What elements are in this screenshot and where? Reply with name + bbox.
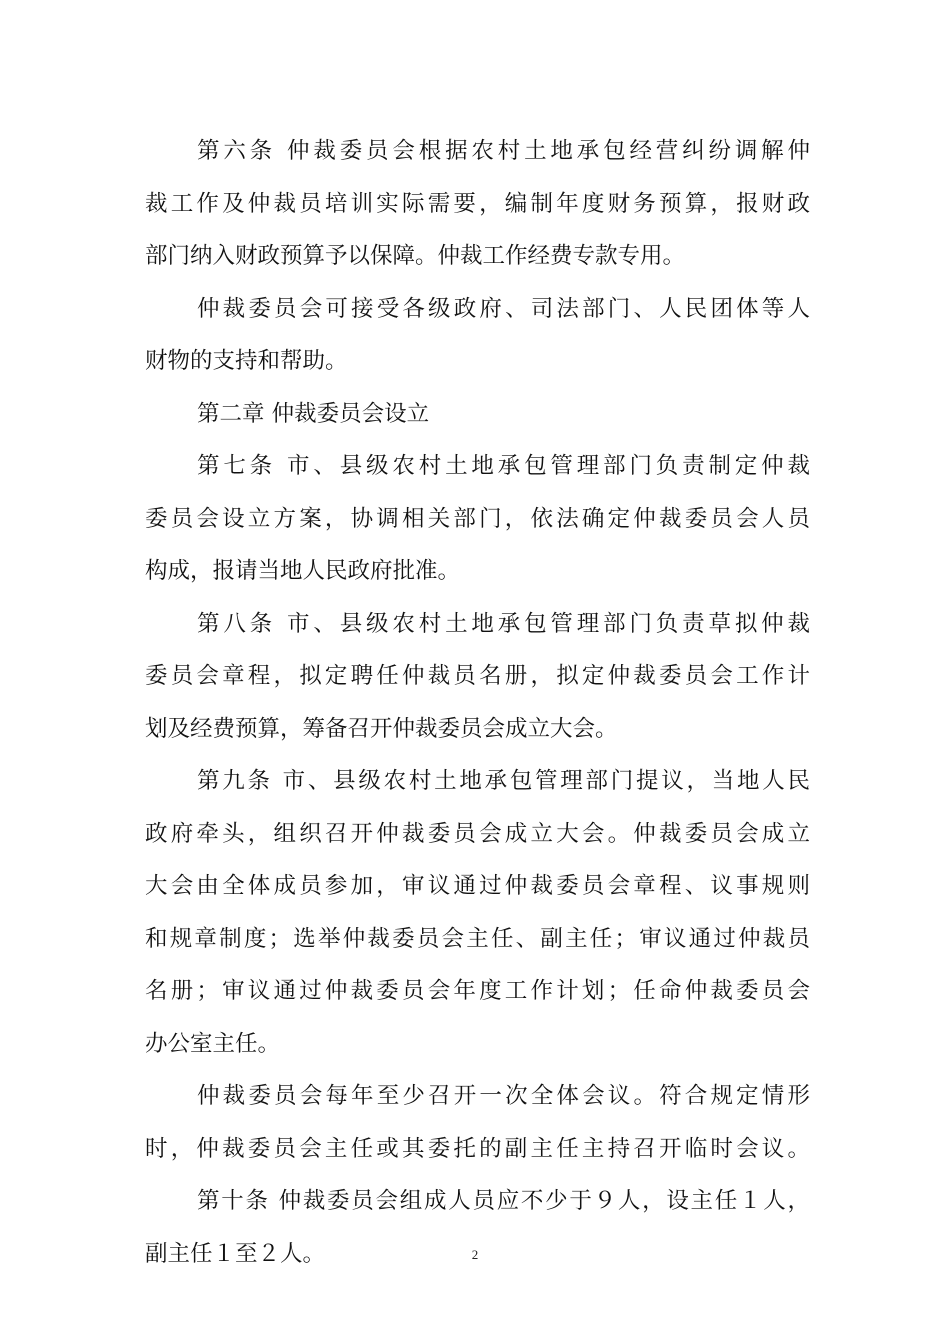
article-7-line-3: 构成，报请当地人民政府批准。 xyxy=(145,558,461,584)
article-9-line-1: 第九条 市、县级农村土地承包管理部门提议，当地人民 xyxy=(197,768,810,794)
article-6-line-2: 裁工作及仲裁员培训实际需要，编制年度财务预算，报财政 xyxy=(145,190,810,217)
article-10-line-1: 第十条 仲裁委员会组成人员应不少于９人，设主任１人， xyxy=(197,1188,810,1214)
article-8-line-3: 划及经费预算，筹备召开仲裁委员会成立大会。 xyxy=(145,715,618,742)
page-number: 2 xyxy=(471,1247,479,1262)
paragraph-support-line-2: 财物的支持和帮助。 xyxy=(145,348,348,374)
article-6-line-1: 第六条 仲裁委员会根据农村土地承包经营纠纷调解仲 xyxy=(197,138,810,164)
paragraph-meeting-line-2: 时，仲裁委员会主任或其委托的副主任主持召开临时会议。 xyxy=(145,1135,810,1162)
article-7-line-2: 委员会设立方案，协调相关部门，依法确定仲裁委员会人员 xyxy=(145,505,810,532)
article-8-line-2: 委员会章程，拟定聘任仲裁员名册，拟定仲裁委员会工作计 xyxy=(145,663,810,689)
article-9-line-2: 政府牵头，组织召开仲裁委员会成立大会。仲裁委员会成立 xyxy=(145,820,810,847)
article-6-line-3: 部门纳入财政预算予以保障。仲裁工作经费专款专用。 xyxy=(145,243,686,269)
chapter-2-heading: 第二章 仲裁委员会设立 xyxy=(197,400,430,427)
article-8-line-1: 第八条 市、县级农村土地承包管理部门负责草拟仲裁 xyxy=(197,610,810,637)
article-9-line-5: 名册；审议通过仲裁委员会年度工作计划；任命仲裁委员会 xyxy=(145,978,810,1004)
paragraph-support-line-1: 仲裁委员会可接受各级政府、司法部门、人民团体等人 xyxy=(197,295,810,322)
article-10-line-2: 副主任１至２人。 xyxy=(145,1240,326,1267)
article-9-line-3: 大会由全体成员参加，审议通过仲裁委员会章程、议事规则 xyxy=(145,873,810,899)
article-9-line-6: 办公室主任。 xyxy=(145,1030,281,1057)
document-body xyxy=(145,125,810,1280)
article-9-line-4: 和规章制度；选举仲裁委员会主任、副主任；审议通过仲裁员 xyxy=(145,925,810,952)
paragraph-meeting-line-1: 仲裁委员会每年至少召开一次全体会议。符合规定情形 xyxy=(197,1083,810,1109)
article-7-line-1: 第七条 市、县级农村土地承包管理部门负责制定仲裁 xyxy=(197,453,810,479)
